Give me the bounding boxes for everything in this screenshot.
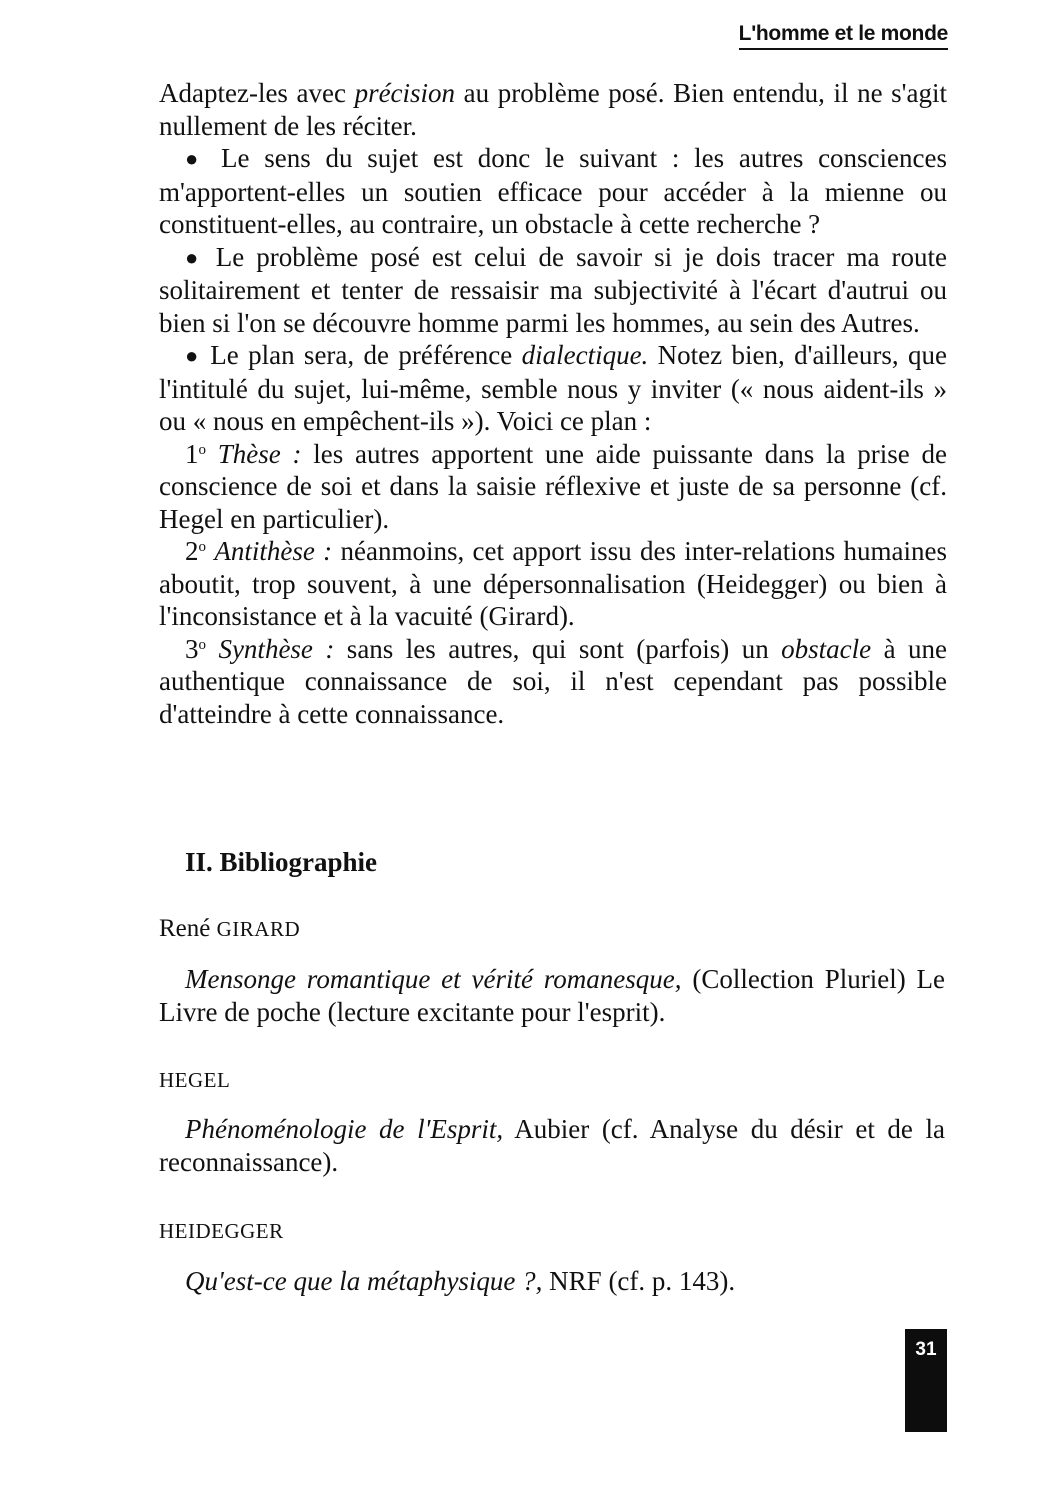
paragraph-2	[159, 142, 947, 241]
plan-ordinal: o	[198, 539, 206, 555]
plan-text: néanmoins, cet apport issu des inter-relations humaines aboutit, trop souvent, à une dépersonnalisation (Heidegger) ou bien à l'inconsistance et à la vacuité (Girard).	[159, 536, 948, 631]
bibliography-author-girard	[159, 915, 300, 943]
paragraph-1	[159, 77, 947, 142]
bullet-icon: ●	[185, 146, 207, 171]
paragraph-1-text-c: au problème posé. Bien entendu, il ne s'agit nullement de les réciter.	[159, 78, 947, 141]
bibliography-author-hegel	[159, 1066, 230, 1094]
author-last-name: GIRARD	[216, 917, 301, 941]
plan-label: Thèse :	[217, 438, 302, 469]
bullet-icon: ●	[185, 244, 204, 270]
author-last-name: HEIDEGGER	[159, 1219, 284, 1243]
body-text	[159, 77, 947, 730]
plan-label: Synthèse :	[218, 633, 335, 664]
paragraph-1-emphasis: précision	[354, 78, 456, 108]
plan-number: 2	[185, 536, 199, 566]
bullet-icon: ●	[185, 343, 201, 368]
plan-ordinal: o	[198, 441, 206, 458]
page-number: 31	[905, 1329, 947, 1432]
author-last-name: HEGEL	[159, 1068, 231, 1092]
plan-text-a: sans les autres, qui sont (parfois) un	[334, 633, 782, 664]
bibliography-reference-girard	[159, 963, 945, 1028]
reference-details: (Collection Pluriel) Le Livre de poche (lecture excitante pour l'esprit).	[159, 964, 946, 1027]
bibliography-author-heidegger	[159, 1217, 284, 1245]
paragraph-4-emphasis: dialectique.	[521, 340, 649, 370]
plan-text-c: à une authentique connaissance de soi, il n'est cependant pas possible d'atteindre à cette connaissance.	[159, 633, 947, 729]
plan-label: Antithèse :	[214, 536, 333, 566]
plan-ordinal: o	[198, 636, 206, 653]
reference-details: NRF (cf. p. 143).	[542, 1266, 736, 1296]
plan-number: 1	[185, 438, 199, 469]
bibliography-reference-heidegger	[159, 1265, 945, 1298]
plan-item-these	[159, 438, 947, 536]
reference-title: Mensonge romantique et vérité romanesque,	[185, 964, 682, 994]
plan-item-synthese	[159, 633, 947, 731]
reference-title: Qu'est-ce que la métaphysique ?,	[185, 1266, 543, 1296]
paragraph-3	[159, 241, 947, 340]
paragraph-4	[159, 339, 947, 438]
plan-number: 3	[185, 633, 199, 664]
reference-title: Phénoménologie de l'Esprit,	[185, 1114, 504, 1144]
section-heading: II. Bibliographie	[185, 847, 378, 877]
bibliography-reference-hegel	[159, 1113, 945, 1178]
plan-text: les autres apportent une aide puissante dans la prise de conscience de soi et dans la saisie réflexive et juste de sa personne (cf. Hegel en particulier).	[159, 438, 948, 534]
reference-details: Aubier (cf. Analyse du désir et de la reconnaissance).	[159, 1114, 945, 1177]
paragraph-1-text-a: Adaptez-les avec	[159, 78, 355, 108]
plan-item-antithese	[159, 535, 947, 633]
paragraph-4-text-c: Notez bien, d'ailleurs, que l'intitulé du sujet, lui-même, semble nous y inviter (« nous aident-ils » ou « nous en empêchent-ils »). Voici ce plan :	[159, 340, 947, 436]
author-first-name: René	[159, 915, 217, 942]
paragraph-4-text-a: Le plan sera, de préférence	[210, 340, 522, 370]
paragraph-2-text: Le sens du sujet est donc le suivant : les autres consciences m'apportent-elles un soutien efficace pour accéder à la mienne ou constituent-elles, au contraire, un obstacle à cette recherche ?	[159, 143, 947, 239]
running-head: L'homme et le monde	[739, 22, 948, 50]
paragraph-3-text: Le problème posé est celui de savoir si je dois tracer ma route solitairement et tenter de ressaisir ma subjectivité à l'écart d'autrui ou bien si l'on se découvre homme parmi les hommes, au sein des Autres.	[159, 241, 947, 338]
plan-emphasis: obstacle	[781, 633, 872, 664]
